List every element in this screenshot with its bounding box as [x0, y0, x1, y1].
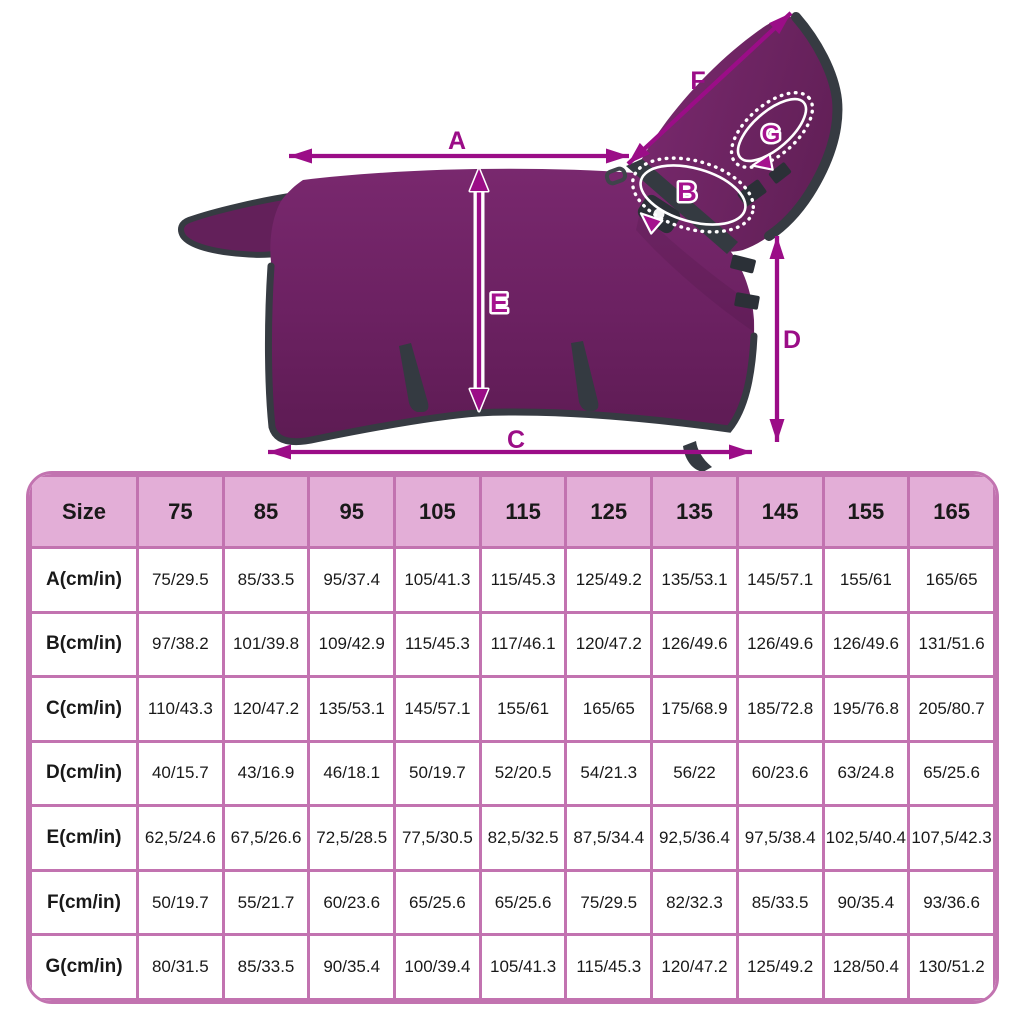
measurement-value-cell: 155/61: [823, 548, 909, 613]
measurement-value-cell: 135/53.1: [309, 677, 395, 742]
measurement-row-label: A(cm/in): [31, 548, 138, 613]
measurement-value-cell: 130/51.2: [909, 935, 995, 1000]
measurement-value-cell: 100/39.4: [395, 935, 481, 1000]
size-column-header: 115: [480, 476, 566, 548]
size-column-header: 95: [309, 476, 395, 548]
measurement-value-cell: 110/43.3: [138, 677, 224, 742]
measurement-value-cell: 97/38.2: [138, 612, 224, 677]
measurement-row: [31, 870, 995, 935]
label-d: D: [782, 326, 802, 354]
measurement-value-cell: 50/19.7: [395, 741, 481, 806]
measurement-value-cell: 120/47.2: [566, 612, 652, 677]
measurement-value-cell: 50/19.7: [138, 870, 224, 935]
label-f: F: [690, 67, 706, 95]
size-table-border: [26, 471, 999, 1004]
measurement-value-cell: 46/18.1: [309, 741, 395, 806]
measurement-value-cell: 54/21.3: [566, 741, 652, 806]
measurement-row: [31, 548, 995, 613]
measurement-value-cell: 102,5/40.4: [823, 806, 909, 871]
measurement-value-cell: 165/65: [909, 548, 995, 613]
measurement-value-cell: 93/36.6: [909, 870, 995, 935]
measurement-value-cell: 67,5/26.6: [223, 806, 309, 871]
size-column-header: 135: [652, 476, 738, 548]
measurement-value-cell: 75/29.5: [566, 870, 652, 935]
size-column-header: 85: [223, 476, 309, 548]
measurement-value-cell: 80/31.5: [138, 935, 224, 1000]
size-header-label: Size: [31, 476, 138, 548]
measurement-value-cell: 115/45.3: [566, 935, 652, 1000]
measurement-value-cell: 43/16.9: [223, 741, 309, 806]
measurement-value-cell: 85/33.5: [223, 548, 309, 613]
measurement-value-cell: 62,5/24.6: [138, 806, 224, 871]
measurement-row: [31, 935, 995, 1000]
measurement-value-cell: 90/35.4: [823, 870, 909, 935]
size-column-header: 155: [823, 476, 909, 548]
measurement-value-cell: 107,5/42.3: [909, 806, 995, 871]
measurement-value-cell: 195/76.8: [823, 677, 909, 742]
measurement-value-cell: 120/47.2: [652, 935, 738, 1000]
size-header-row: [31, 476, 995, 548]
measurement-value-cell: 101/39.8: [223, 612, 309, 677]
measurement-value-cell: 56/22: [652, 741, 738, 806]
size-table: [29, 474, 996, 1001]
size-table-frame: [26, 471, 999, 1004]
measurement-value-cell: 90/35.4: [309, 935, 395, 1000]
measurement-value-cell: 72,5/28.5: [309, 806, 395, 871]
measurement-row: [31, 741, 995, 806]
size-column-header: 165: [909, 476, 995, 548]
label-a: A: [447, 127, 467, 155]
measurement-value-cell: 128/50.4: [823, 935, 909, 1000]
measurement-value-cell: 125/49.2: [566, 548, 652, 613]
measurement-value-cell: 65/25.6: [909, 741, 995, 806]
measurement-value-cell: 125/49.2: [737, 935, 823, 1000]
measurement-value-cell: 185/72.8: [737, 677, 823, 742]
measurement-value-cell: 97,5/38.4: [737, 806, 823, 871]
measurement-row: [31, 612, 995, 677]
size-column-header: 125: [566, 476, 652, 548]
measurement-value-cell: 60/23.6: [309, 870, 395, 935]
horse-rug-diagram: [0, 0, 1024, 472]
measurement-row-label: B(cm/in): [31, 612, 138, 677]
measurement-value-cell: 63/24.8: [823, 741, 909, 806]
measurement-value-cell: 109/42.9: [309, 612, 395, 677]
measurement-row: [31, 806, 995, 871]
measurement-value-cell: 131/51.6: [909, 612, 995, 677]
measurement-value-cell: 52/20.5: [480, 741, 566, 806]
measurement-row-label: C(cm/in): [31, 677, 138, 742]
measurement-value-cell: 82/32.3: [652, 870, 738, 935]
measurement-value-cell: 205/80.7: [909, 677, 995, 742]
measurement-value-cell: 65/25.6: [395, 870, 481, 935]
measurement-value-cell: 175/68.9: [652, 677, 738, 742]
measurement-value-cell: 155/61: [480, 677, 566, 742]
label-c: C: [506, 426, 526, 454]
measurement-value-cell: 165/65: [566, 677, 652, 742]
size-column-header: 75: [138, 476, 224, 548]
measurement-value-cell: 82,5/32.5: [480, 806, 566, 871]
measurement-value-cell: 77,5/30.5: [395, 806, 481, 871]
measurement-value-cell: 145/57.1: [737, 548, 823, 613]
measurement-value-cell: 85/33.5: [737, 870, 823, 935]
measurement-row-label: F(cm/in): [31, 870, 138, 935]
measurement-value-cell: 95/37.4: [309, 548, 395, 613]
size-column-header: 105: [395, 476, 481, 548]
measurement-value-cell: 115/45.3: [480, 548, 566, 613]
measurement-value-cell: 115/45.3: [395, 612, 481, 677]
measurement-value-cell: 145/57.1: [395, 677, 481, 742]
measurement-row-label: E(cm/in): [31, 806, 138, 871]
measurement-value-cell: 55/21.7: [223, 870, 309, 935]
measurement-value-cell: 126/49.6: [652, 612, 738, 677]
front-leg-strap: [683, 441, 712, 472]
measurement-value-cell: 126/49.6: [737, 612, 823, 677]
measurement-value-cell: 105/41.3: [480, 935, 566, 1000]
measurement-value-cell: 105/41.3: [395, 548, 481, 613]
measurement-value-cell: 65/25.6: [480, 870, 566, 935]
measurement-value-cell: 87,5/34.4: [566, 806, 652, 871]
measurement-value-cell: 85/33.5: [223, 935, 309, 1000]
size-column-header: 145: [737, 476, 823, 548]
measurement-row-label: G(cm/in): [31, 935, 138, 1000]
measurement-value-cell: 75/29.5: [138, 548, 224, 613]
measurement-value-cell: 135/53.1: [652, 548, 738, 613]
measurement-row: [31, 677, 995, 742]
measurement-value-cell: 126/49.6: [823, 612, 909, 677]
label-g: G: [761, 121, 781, 148]
measurement-value-cell: 117/46.1: [480, 612, 566, 677]
measurement-value-cell: 120/47.2: [223, 677, 309, 742]
label-e: E: [489, 288, 509, 318]
measurement-value-cell: 40/15.7: [138, 741, 224, 806]
measurement-value-cell: 92,5/36.4: [652, 806, 738, 871]
measurement-value-cell: 60/23.6: [737, 741, 823, 806]
measurement-row-label: D(cm/in): [31, 741, 138, 806]
label-b: B: [677, 177, 697, 207]
